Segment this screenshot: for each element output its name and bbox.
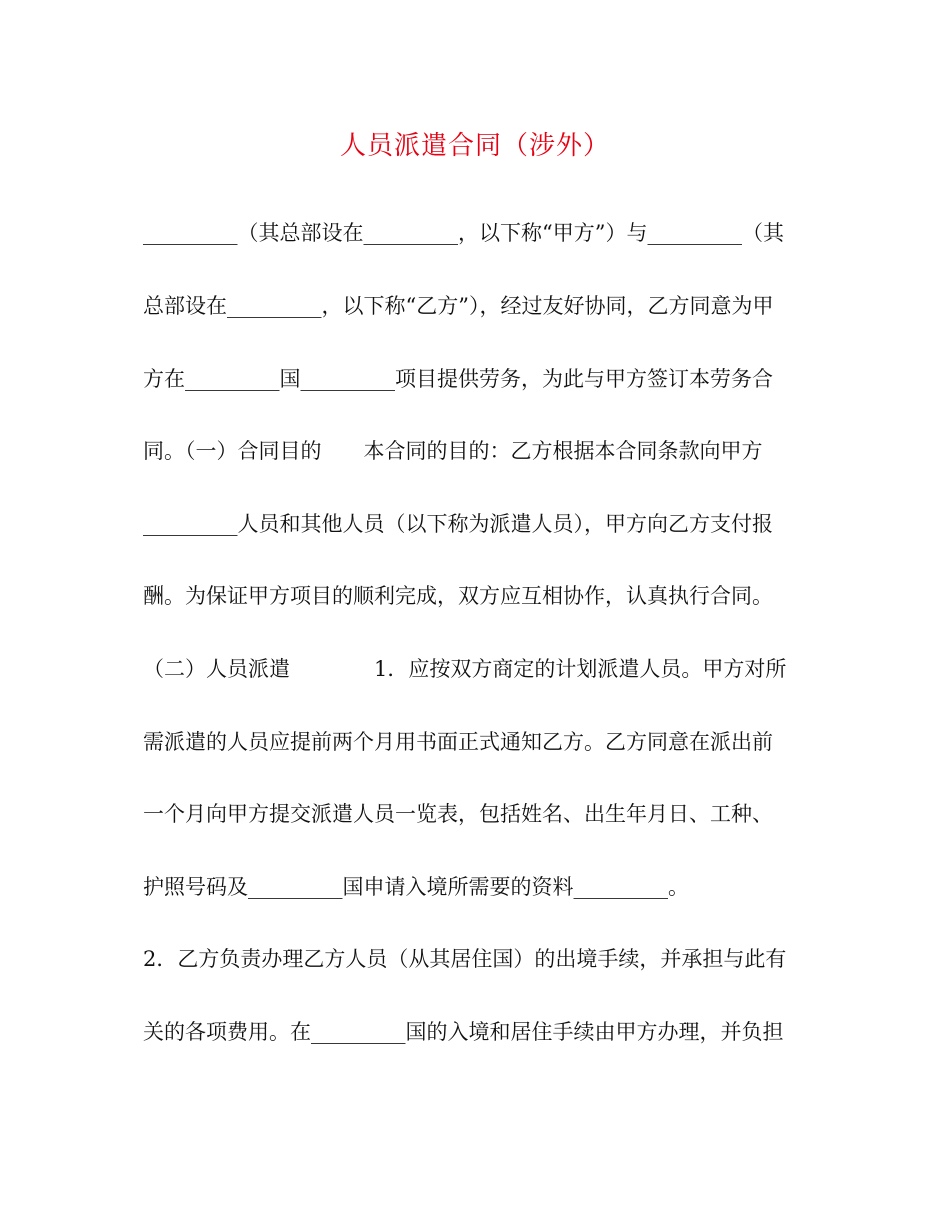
body-line: 同。（一）合同目的 本合同的目的：乙方根据本合同条款向甲方 <box>143 439 763 463</box>
document-title: 人员派遣合同（涉外） <box>339 131 610 161</box>
body-line: 2．乙方负责办理乙方人员（从其居住国）的出境手续，并承担与此有 <box>143 947 787 971</box>
body-line: 关的各项费用。在_________国的入境和居住手续由甲方办理，并负担 <box>143 1020 784 1044</box>
body-line: （二）人员派遣 1．应按双方商定的计划派遣人员。甲方对所 <box>143 657 787 681</box>
body-line: 需派遣的人员应提前两个月用书面正式通知乙方。乙方同意在派出前 <box>143 730 773 754</box>
body-line: 方在_________国_________项目提供劳务，为此与甲方签订本劳务合 <box>143 367 773 391</box>
body-line: 护照号码及_________国申请入境所需要的资料_________。 <box>143 875 689 899</box>
body-line: 酬。为保证甲方项目的顺利完成，双方应互相协作，认真执行合同。 <box>143 584 773 608</box>
body-line: _________（其总部设在_________，以下称“甲方”）与_________（其 <box>143 221 784 245</box>
body-line: 总部设在_________，以下称“乙方”），经过友好协同，乙方同意为甲 <box>143 294 774 318</box>
body-line: _________人员和其他人员（以下称为派遣人员），甲方向乙方支付报 <box>143 512 773 536</box>
body-line: 一个月向甲方提交派遣人员一览表，包括姓名、出生年月日、工种、 <box>143 802 773 826</box>
